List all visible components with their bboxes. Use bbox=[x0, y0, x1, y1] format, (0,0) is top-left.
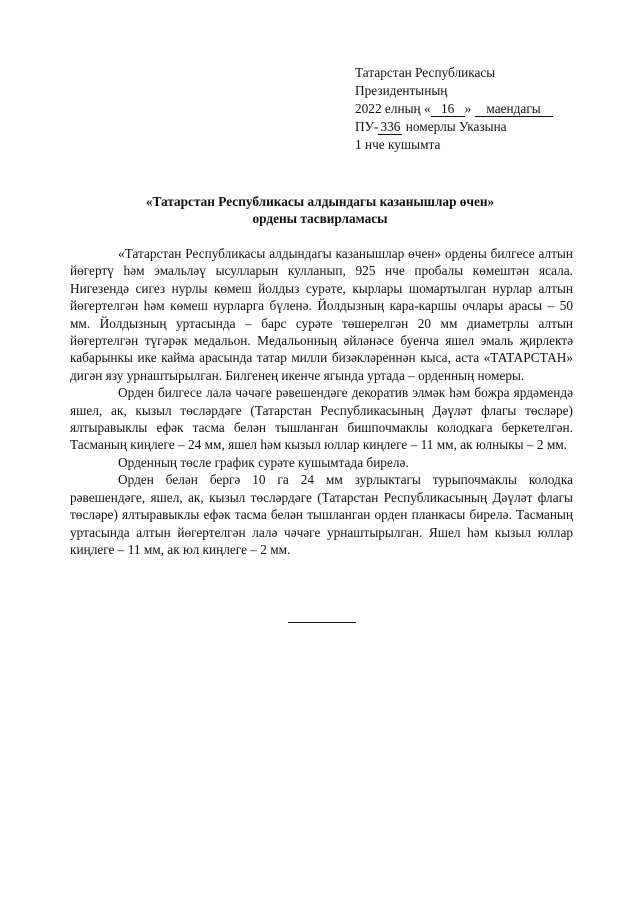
document-title-line-2: ордены тасвирламасы bbox=[252, 211, 388, 226]
paragraph-ribbon-bar: Орден белән бергә 10 га 24 мм зурлыктагы турыпочмаклы колодка рәвешендәге, яшел, ак, кызыл төсләрдәге (Татарстан Республикасының Дәүләт флагы төсләре) ялтыравыклы ефәк тасма белән тышланган орден планкасы бирелә. Тасманың уртасында алтын йөгертелгән лалә чәчәге урнаштырылган. Яшел һәм кызыл юллар киңлеге – 11 мм, ак юл киңлеге – 2 мм. bbox=[70, 472, 573, 557]
annex-decree-prefix: ПУ- bbox=[355, 119, 379, 134]
document-body bbox=[70, 245, 573, 558]
annex-decree-suffix: номерлы Указына bbox=[405, 119, 507, 134]
paragraph-color-image: Орденның төсле график сурәте кушымтада бирелә. bbox=[118, 454, 409, 470]
document-title bbox=[70, 193, 570, 227]
annex-date-day: 16 bbox=[431, 102, 465, 117]
paragraph-badge-description: «Татарстан Республикасы алдындагы казанышлар өчен» ордены билгесе алтын йөгертү һәм эмальләү ысулларын кулланып, 925 нче пробалы көмештән ясала. Нигезендә сигез нурлы көмеш йолдыз сурәте, кырлары шомартылган нурлар алтын йөгертелгән һәм көмеш нурларга бүленә. Йолдызның кара-каршы очлары арасы – 50 мм. Йолдызның уртасында – барс сурәте төшерелгән 20 мм диаметрлы алтын йөгертелгән түгәрәк медальон. Медальонның әйләнәсе буенча яшел эмаль җирлектә кабарынкы ике кайма арасында татар милли бизәкләреннән кыса, аста «ТАТАРСТАН» дигән язу урнаштырылган. Билгенең икенче ягында уртада – орденның номеры. bbox=[70, 246, 573, 383]
closing-divider bbox=[288, 622, 356, 623]
annex-date-month: маендагы bbox=[475, 102, 553, 117]
annex-decree-number: 336 bbox=[378, 120, 402, 135]
annex-date-prefix: 2022 елның « bbox=[355, 101, 431, 116]
annex-reference bbox=[355, 64, 605, 154]
paragraph-ribbon-description: Орден билгесе лалә чәчәге рәвешендәге декоратив элмәк һәм бoжра ярдәмендә яшел, ак, кызыл төсләрдәге (Татарстан Республикасының Дәүләт флагы төсләре) ялтыравыклы ефәк тасма белән тышланган бишпочмаклы колодкага беркетелгән. Тасманың киңлеге – 24 мм, яшел һәм кызыл юллар киңлеге – 11 мм, ак юлныкы – 2 мм. bbox=[70, 385, 573, 453]
document-title-line-1: «Татарстан Республикасы алдындагы казанышлар өчен» bbox=[145, 194, 495, 209]
annex-line-republic: Татарстан Республикасы bbox=[355, 65, 496, 80]
annex-line-date bbox=[355, 100, 605, 118]
annex-date-mid: » bbox=[464, 101, 472, 116]
annex-line-decree bbox=[355, 118, 605, 136]
annex-line-president: Президентының bbox=[355, 83, 448, 98]
annex-line-attachment: 1 нче кушымта bbox=[355, 137, 441, 152]
